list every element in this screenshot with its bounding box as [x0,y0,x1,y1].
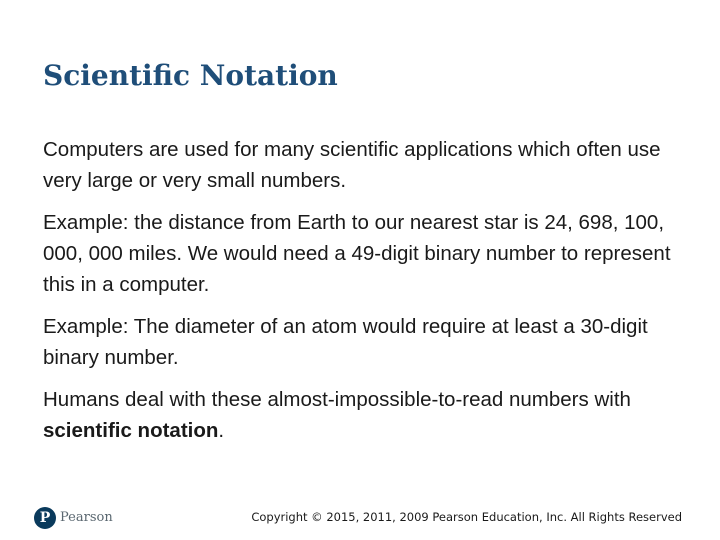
paragraph-4-text: Humans deal with these almost-impossible-to-read numbers with [43,388,631,411]
pearson-logo-mark: P [34,507,56,529]
paragraph-2: Example: the distance from Earth to our nearest star is 24, 698, 100, 000, 000 miles. We would need a 49-digit binary number to represent this in a computer. [43,211,671,296]
pearson-logo-word: Pearson [60,510,113,525]
paragraph-4 [43,384,693,446]
copyright-notice: Copyright © 2015, 2011, 2009 Pearson Education, Inc. All Rights Reserved [251,510,682,524]
paragraph-4-bold: scientific notation [43,419,219,442]
paragraph-1: Computers are used for many scientific applications which often use very large or very small numbers. [43,138,661,192]
paragraph-3: Example: The diameter of an atom would require at least a 30-digit binary number. [43,315,648,369]
slide-title: Scientific Notation [43,59,338,92]
slide-body [43,134,693,457]
pearson-logo [34,505,113,531]
paragraph-4-end: . [218,419,225,442]
